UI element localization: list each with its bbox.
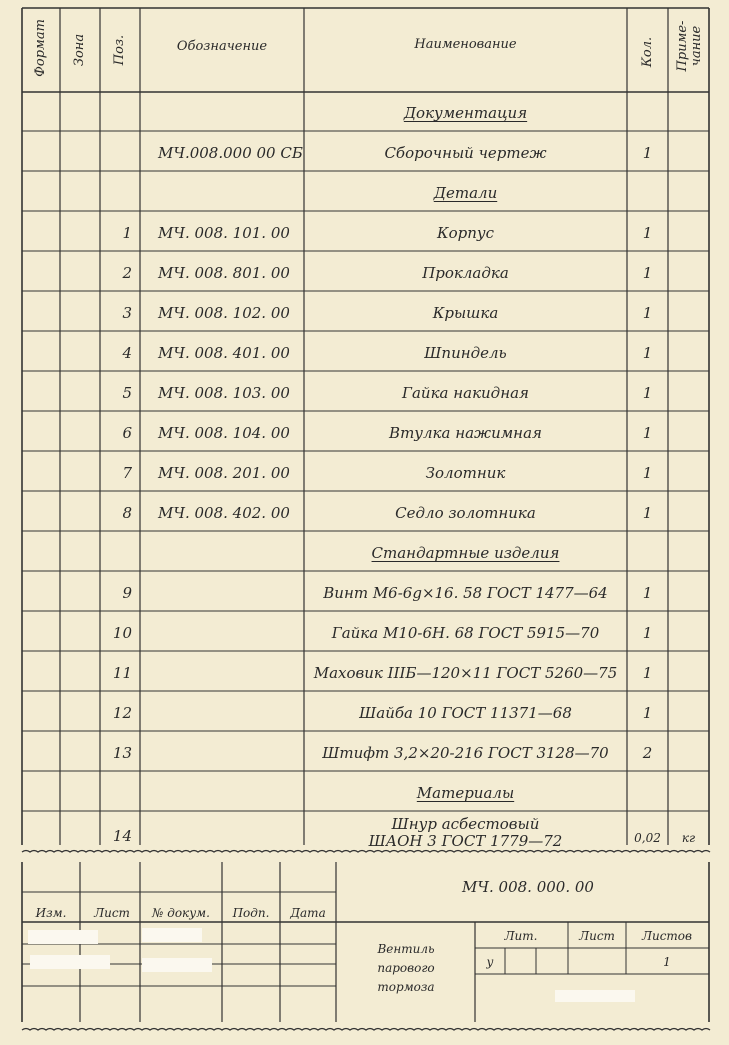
document-code: МЧ. 008. 000. 00 [462,878,594,896]
sheet-label: Лист [579,929,615,943]
sheets-label: Листов [641,929,693,943]
header-zone: Зона [72,33,87,67]
title-col-izm: Изм. [35,906,67,920]
row-name: Сборочный чертеж [384,144,547,162]
row-qty: 1 [642,584,653,602]
title-col-date: Дата [290,906,326,920]
row-pos: 6 [122,424,132,442]
product-name-line2: парового [377,961,435,975]
title-col-sign: Подп. [232,906,270,920]
row-qty: 1 [642,464,653,482]
redacted-patch [555,990,635,1002]
row-name: Штифт 3,2×20-216 ГОСТ 3128—70 [322,744,609,762]
row-qty: 1 [642,144,653,162]
redacted-patch [30,955,110,969]
row-pos: 14 [112,827,132,845]
row-designation: МЧ. 008. 401. 00 [158,344,290,362]
row-qty: 1 [642,504,653,522]
row-name: Гайка накидная [402,384,529,402]
header-name: Наименование [414,37,517,52]
product-name-line3: тормоза [377,980,435,994]
row-name: Шпиндель [424,344,507,362]
break-line-bottom [22,1029,710,1031]
redacted-patch [28,930,98,944]
lit-label: Лит. [504,929,538,943]
header-note-line1: Приме- [674,20,690,72]
row-name: Седло золотника [395,504,536,522]
header-note-line2: чание [688,25,704,67]
redacted-patch [142,958,212,972]
row-designation: МЧ. 008. 104. 00 [158,424,290,442]
row-name: Винт М6-6g×16. 58 ГОСТ 1477—64 [323,584,608,602]
row-pos: 1 [122,224,132,242]
row-designation: МЧ. 008. 201. 00 [158,464,290,482]
row-qty: 1 [642,344,653,362]
row-name: Крышка [432,304,499,322]
row-name-line2: ШАОН 3 ГОСТ 1779—72 [368,832,563,850]
header-pos: Поз. [112,34,127,66]
row-name-line1: Шнур асбестовый [391,815,540,833]
sheets-value: 1 [663,955,671,969]
row-qty: 1 [642,424,653,442]
row-designation: МЧ. 008. 101. 00 [158,224,290,242]
row-pos: 3 [122,304,132,322]
section-heading: Документация [403,104,528,122]
row-pos: 2 [122,264,132,282]
row-qty: 2 [642,744,653,762]
row-name: Прокладка [422,264,509,282]
row-name: Золотник [425,464,506,482]
row-pos: 7 [122,464,132,482]
header-format: Формат [33,19,48,77]
section-heading: Материалы [416,784,515,802]
row-name: Гайка М10-6Н. 68 ГОСТ 5915—70 [331,624,600,642]
row-qty: 1 [642,664,653,682]
row-pos: 12 [112,704,132,722]
row-note: кг [681,831,696,845]
row-pos: 10 [112,624,132,642]
row-name: Маховик IIIБ—120×11 ГОСТ 5260—75 [313,664,618,682]
row-pos: 11 [112,664,132,682]
redacted-patch [142,928,202,942]
break-line-top [22,851,710,853]
row-qty: 1 [642,624,653,642]
section-heading: Стандартные изделия [371,544,560,562]
title-col-doc: № докум. [152,906,210,920]
section-heading: Детали [433,184,498,202]
row-qty: 1 [642,704,653,722]
row-designation: МЧ. 008. 402. 00 [158,504,290,522]
row-pos: 9 [122,584,132,602]
row-pos: 8 [122,504,132,522]
row-designation: МЧ. 008. 102. 00 [158,304,290,322]
row-designation: МЧ. 008. 801. 00 [158,264,290,282]
header-designation: Обозначение [176,39,268,54]
row-qty: 1 [642,224,653,242]
row-qty: 0,02 [634,831,661,845]
row-name: Шайба 10 ГОСТ 11371—68 [359,704,572,722]
row-name: Втулка нажимная [389,424,542,442]
row-qty: 1 [642,304,653,322]
title-col-list: Лист [94,906,130,920]
row-designation: МЧ. 008. 103. 00 [158,384,290,402]
lit-value: у [486,955,494,969]
header-qty: Кол. [639,36,655,68]
row-qty: 1 [642,384,653,402]
row-designation: МЧ.008.000 00 СБ [158,144,303,162]
row-name: Корпус [436,224,495,242]
row-pos: 4 [122,344,132,362]
row-qty: 1 [642,264,653,282]
product-name-line1: Вентиль [377,942,435,956]
row-pos: 13 [112,744,132,762]
row-pos: 5 [122,384,132,402]
